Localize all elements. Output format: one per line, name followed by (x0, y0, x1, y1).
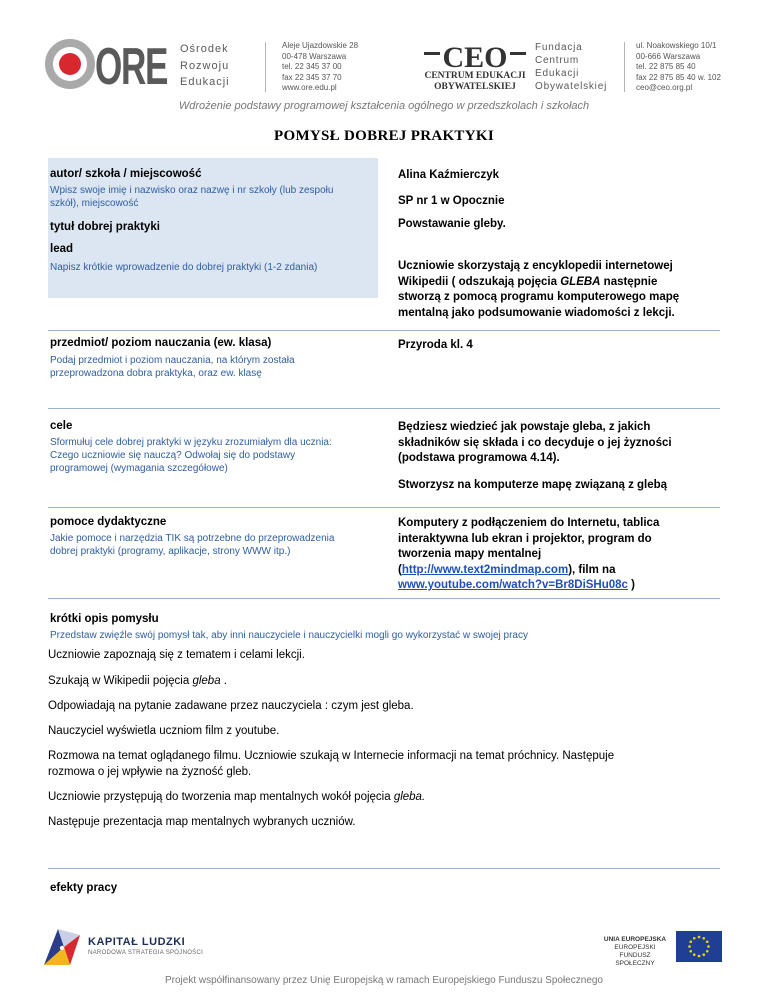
ceo-name: Fundacja Centrum Edukacji Obywatelskiej (535, 42, 608, 92)
description-paragraph: Nauczyciel wyświetla uczniom film z youtube. (48, 725, 280, 737)
eu-flag-icon (676, 931, 722, 962)
eu-star-icon (693, 937, 696, 940)
description-paragraph: Uczniowie przystępują do tworzenia map mentalnych wokół pojęcia gleba. (48, 791, 426, 803)
divider (48, 507, 720, 508)
text2mindmap-link[interactable]: http://www.text2mindmap.com (401, 563, 569, 576)
kapital-ludzki-logo (40, 925, 85, 970)
subject-hint: Podaj przedmiot i poziom nauczania, na którym została przeprowadzona dobra praktyka, oraz ew. klasę (50, 355, 295, 379)
practice-title-label: tytuł dobrej praktyki (50, 221, 160, 233)
divider (48, 330, 720, 331)
ceo-title: CENTRUM EDUKACJI OBYWATELSKIEJ (424, 71, 526, 92)
eu-star-icon (689, 950, 692, 953)
eu-star-icon (702, 937, 705, 940)
aids-value: Komputery z podłączeniem do Internetu, tablica interaktywna lub ekran i projektor, program do tworzenia mapy mentalnej (http://www.text2mindmap.com), film na www.youtube.com/watch?v=Br8DiSHu08c ) (398, 517, 660, 591)
practice-title-value: Powstawanie gleby. (398, 218, 506, 230)
description-paragraph: Uczniowie zapoznają się z tematem i celami lekcji. (48, 649, 305, 661)
aids-hint: Jakie pomoce i narzędzia TIK są potrzebne do przeprowadzenia dobrej praktyki (programy, aplikacje, strony WWW itp.) (50, 533, 335, 557)
description-paragraph: Rozmowa na temat oglądanego filmu. Uczniowie szukają w Internecie informacji na temat próchnicy. Następuje rozmowa o jej wpływie na żyzność gleb. (48, 750, 615, 778)
author-label: autor/ szkoła / miejscowość (50, 168, 202, 180)
author-school-value: SP nr 1 w Opocznie (398, 195, 505, 207)
description-hint: Przedstaw zwięźle swój pomysł tak, aby inni nauczyciele i nauczycielki mogli go wykorzystać w swojej pracy (50, 630, 528, 641)
goals-hint: Sformułuj cele dobrej praktyki w języku zrozumiałym dla ucznia: Czego uczniowie się nauczą? Odwołaj się do podstawy programowej (wymagania szczegółowe) (50, 437, 332, 474)
goals-value-2: Stworzysz na komputerze mapę związaną z glebą (398, 479, 668, 491)
youtube-link[interactable]: www.youtube.com/watch?v=Br8DiSHu08c (398, 579, 628, 591)
page-title: POMYSŁ DOBREJ PRAKTYKI (274, 128, 494, 144)
aids-label: pomoce dydaktyczne (50, 516, 167, 528)
eu-star-icon (706, 940, 709, 943)
divider (48, 598, 720, 599)
footer-note: Projekt współfinansowany przez Unię Europejską w ramach Europejskiego Funduszu Społecznego (164, 975, 603, 986)
goals-label: cele (50, 420, 73, 432)
ore-logo (45, 38, 170, 90)
divider (265, 42, 266, 92)
kapital-ludzki-name: KAPITAŁ LUDZKI (88, 936, 186, 948)
ceo-address: ul. Noakowskiego 10/1 00-666 Warszawa tel. 22 875 85 40 fax 22 875 85 40 w. 102 ceo@ceo.org.pl (636, 41, 721, 92)
author-name-value: Alina Kaźmierczyk (398, 169, 499, 181)
subject-label: przedmiot/ poziom nauczania (ew. klasa) (50, 337, 272, 349)
eu-star-icon (698, 936, 701, 939)
divider (48, 868, 720, 869)
goals-value: Będziesz wiedzieć jak powstaje gleba, z jakich składników się składa i co decyduje o jej żyzności (podstawa programowa 4.14). (398, 421, 672, 464)
eu-star-icon (707, 945, 710, 948)
eu-star-icon (702, 953, 705, 956)
effects-label: efekty pracy (50, 882, 118, 894)
eu-star-icon (688, 945, 691, 948)
tagline: Wdrożenie podstawy programowej kształcenia ogólnego w przedszkolach i szkołach (178, 100, 590, 112)
ore-logo-text: ORE (95, 38, 168, 90)
description-label: krótki opis pomysłu (50, 613, 159, 625)
description-paragraph: Odpowiadają na pytanie zadawane przez nauczyciela : czym jest gleba. (48, 700, 414, 712)
eu-star-icon (698, 955, 701, 958)
lead-value: Uczniowie skorzystają z encyklopedii internetowej Wikipedii ( odszukają pojęcia GLEBA następnie stworzą z pomocą programu komputerowego mapę mentalną jako podsumowanie wiadomości z lekcji. (398, 260, 680, 319)
description-paragraph: Następuje prezentacja map mentalnych wybranych uczniów. (48, 816, 356, 828)
eu-star-icon (689, 940, 692, 943)
eu-star-icon (706, 950, 709, 953)
kapital-ludzki-subtitle: NARODOWA STRATEGIA SPÓJNOŚCI (88, 950, 204, 956)
footer (0, 920, 768, 994)
lead-hint: Napisz krótkie wprowadzenie do dobrej praktyki (1-2 zdania) (50, 262, 318, 273)
letterhead (0, 0, 768, 120)
eu-star-icon (693, 953, 696, 956)
eu-fund-label: UNIA EUROPEJSKA EUROPEJSKI FUNDUSZ SPOŁECZNY (603, 936, 667, 967)
subject-value: Przyroda kl. 4 (398, 339, 473, 351)
author-hint: Wpisz swoje imię i nazwisko oraz nazwę i nr szkoły (lub zespołu szkół), miejscowość (50, 185, 334, 209)
ceo-logo-text: CEO (442, 41, 508, 74)
description-paragraph: Szukają w Wikipedii pojęcia gleba . (48, 675, 227, 687)
ore-name: Ośrodek Rozwoju Edukacji (180, 43, 230, 88)
ore-address: Aleje Ujazdowskie 28 00-478 Warszawa tel. 22 345 37 00 fax 22 345 37 70 www.ore.edu.pl (282, 41, 359, 92)
lead-label: lead (50, 243, 74, 255)
divider (48, 408, 720, 409)
divider (624, 42, 625, 92)
